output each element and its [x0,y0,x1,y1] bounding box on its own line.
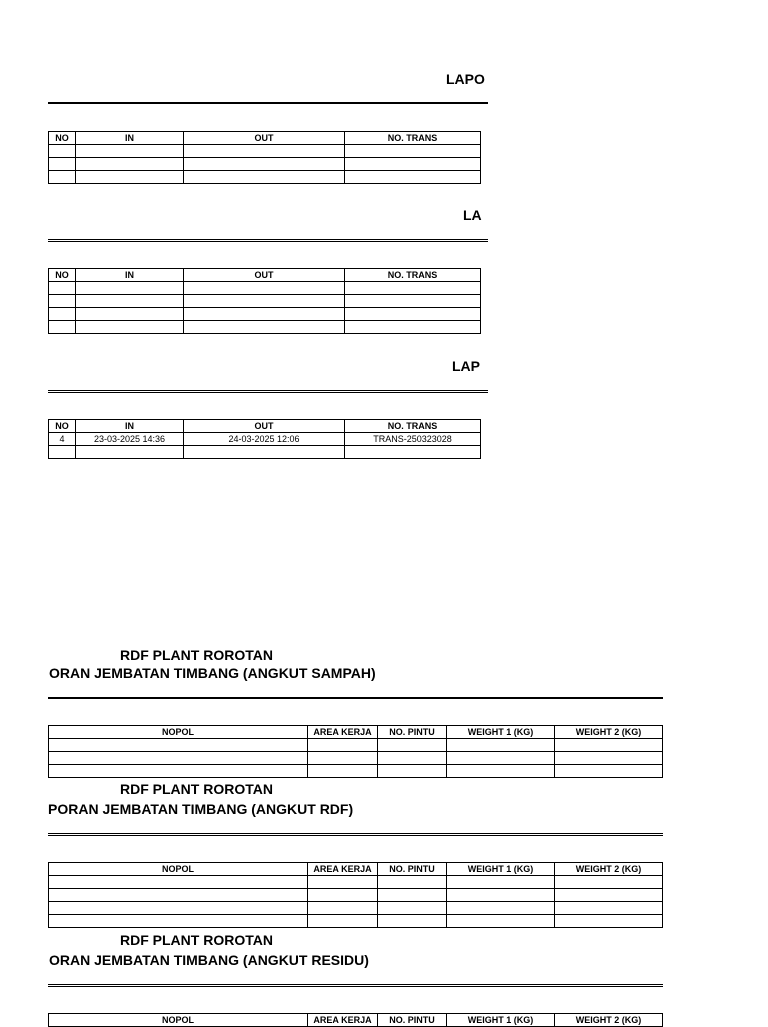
table-row [49,915,663,928]
header-nopol: NOPOL [49,863,308,876]
table-row [49,158,481,171]
plant-name-2: RDF PLANT ROROTAN [120,781,273,797]
header-weight-2: WEIGHT 2 (KG) [555,863,663,876]
report-heading-rdf: PORAN JEMBATAN TIMBANG (ANGKUT RDF) [48,801,354,817]
header-area-kerja: AREA KERJA [308,863,378,876]
cell-in: 23-03-2025 14:36 [76,433,184,446]
report-title-3: LAP [452,358,480,374]
title-underline-2 [48,239,488,242]
title-underline-1 [48,102,488,104]
transaction-table-3 [48,419,481,459]
cell-no-trans: TRANS-250323028 [345,433,481,446]
header-out: OUT [184,420,345,433]
header-no: NO [49,420,76,433]
header-no-pintu: NO. PINTU [378,863,447,876]
cell-out: 24-03-2025 12:06 [184,433,345,446]
plant-name-3: RDF PLANT ROROTAN [120,932,273,948]
header-weight-2: WEIGHT 2 (KG) [555,726,663,739]
header-in: IN [76,132,184,145]
header-in: IN [76,420,184,433]
table-row [49,295,481,308]
report-page-left [0,0,485,470]
table-row [49,446,481,459]
header-area-kerja: AREA KERJA [308,1014,378,1027]
table-row [49,282,481,295]
table-row [49,902,663,915]
table-row [49,889,663,902]
report-heading-sampah: ORAN JEMBATAN TIMBANG (ANGKUT SAMPAH) [49,665,376,681]
header-no-trans: NO. TRANS [345,269,481,282]
header-no: NO [49,269,76,282]
table-row [49,739,663,752]
cell-no: 4 [49,433,76,446]
report-title-2: LA [463,207,482,223]
table-row [49,308,481,321]
table-row [49,433,481,446]
report-page-right [48,630,668,1024]
header-weight-2: WEIGHT 2 (KG) [555,1014,663,1027]
report-title-1: LAPO [446,71,485,87]
header-out: OUT [184,269,345,282]
table-row [49,765,663,778]
weighbridge-table-2 [48,862,663,928]
plant-name-1: RDF PLANT ROROTAN [120,647,273,663]
title-underline-3 [48,390,488,393]
heading-underline-2 [48,833,663,836]
header-no: NO [49,132,76,145]
header-weight-1: WEIGHT 1 (KG) [447,863,555,876]
table-row [49,171,481,184]
header-nopol: NOPOL [49,1014,308,1027]
transaction-table-2 [48,268,481,334]
header-weight-1: WEIGHT 1 (KG) [447,726,555,739]
header-no-pintu: NO. PINTU [378,726,447,739]
header-no-trans: NO. TRANS [345,132,481,145]
table-row [49,752,663,765]
table-row [49,145,481,158]
table-row [49,876,663,889]
weighbridge-table-3 [48,1013,663,1027]
header-weight-1: WEIGHT 1 (KG) [447,1014,555,1027]
header-nopol: NOPOL [49,726,308,739]
transaction-table-1 [48,131,481,184]
report-heading-residu: ORAN JEMBATAN TIMBANG (ANGKUT RESIDU) [49,952,369,968]
weighbridge-table-1 [48,725,663,778]
heading-underline-1 [48,697,663,699]
header-no-trans: NO. TRANS [345,420,481,433]
header-area-kerja: AREA KERJA [308,726,378,739]
header-in: IN [76,269,184,282]
header-no-pintu: NO. PINTU [378,1014,447,1027]
table-row [49,321,481,334]
heading-underline-3 [48,984,663,987]
header-out: OUT [184,132,345,145]
